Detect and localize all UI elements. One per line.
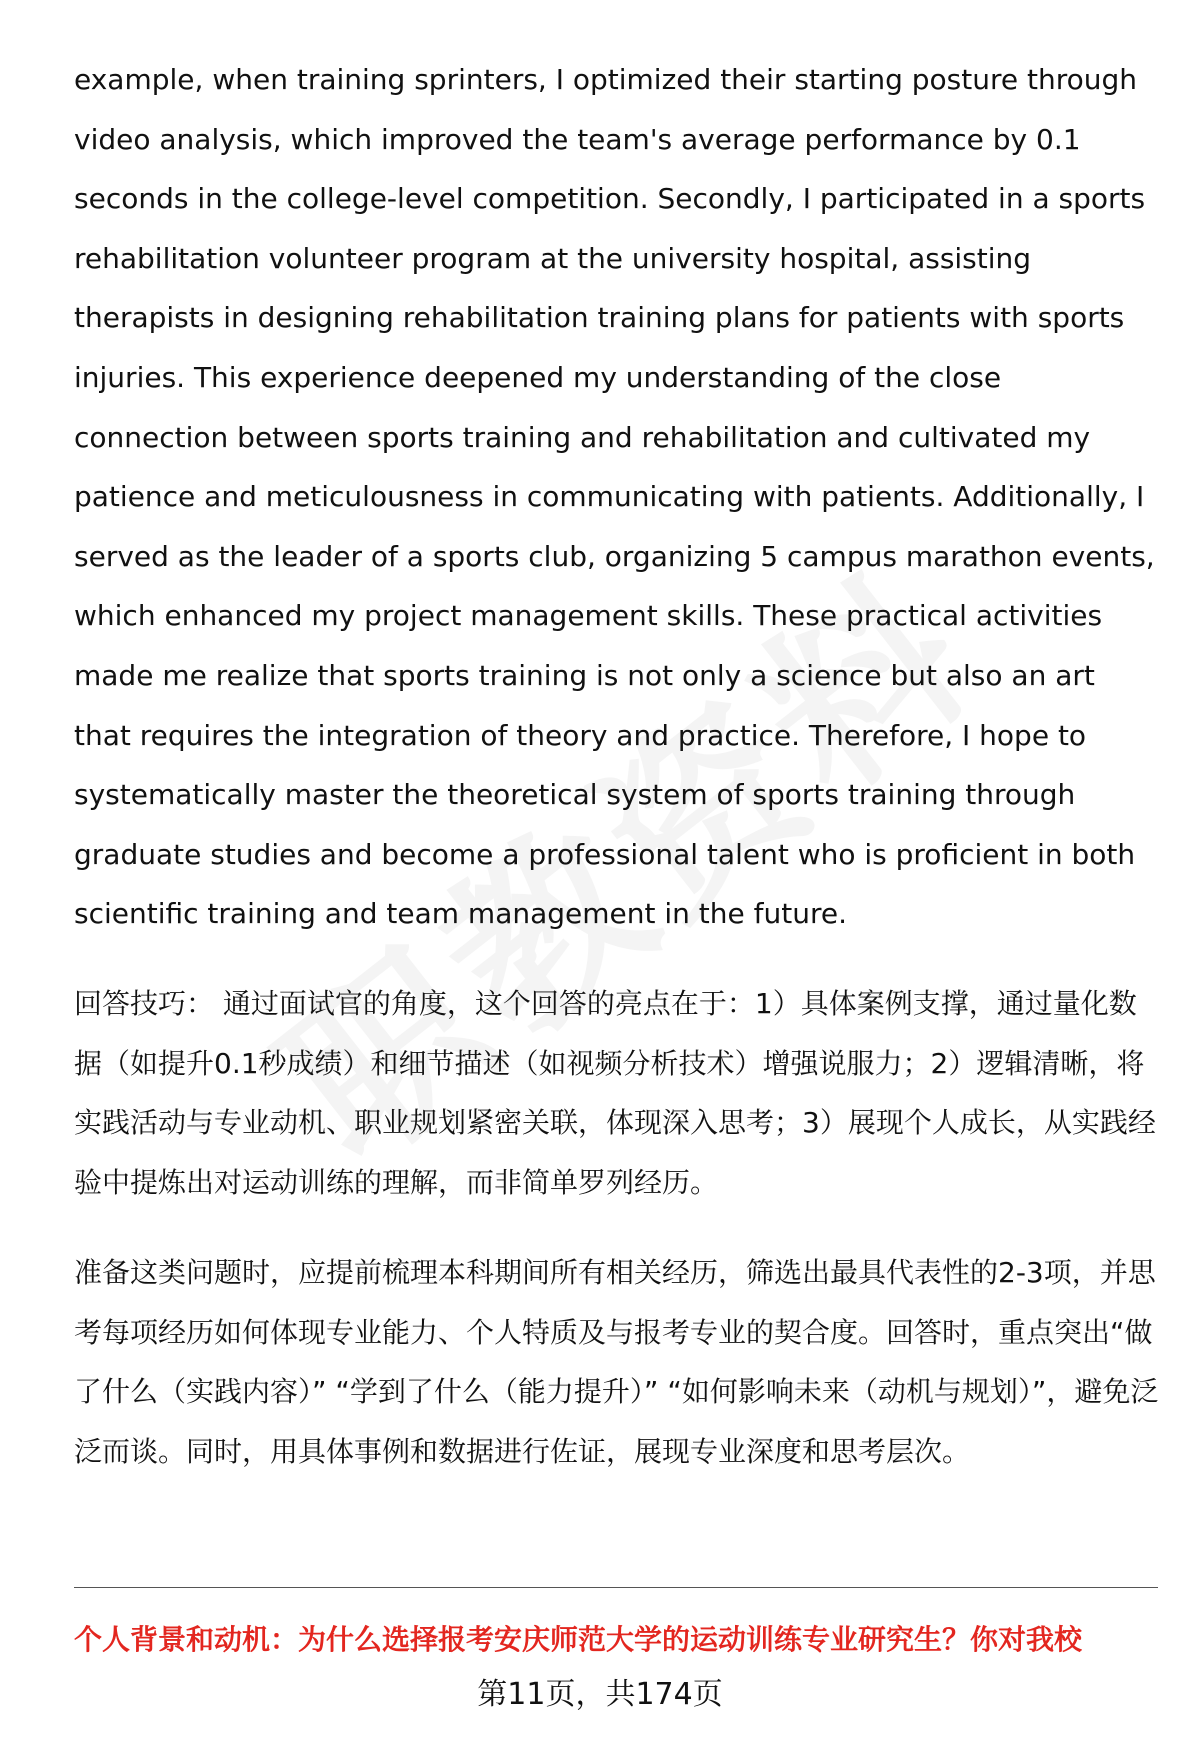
next-question-heading: 个人背景和动机：为什么选择报考安庆师范大学的运动训练专业研究生？你对我校: [74, 1623, 1083, 1656]
page-number-footer: 第11页，共174页: [477, 1677, 723, 1712]
preparation-advice-paragraph: 准备这类问题时，应提前梳理本科期间所有相关经历，筛选出最具代表性的2-3项，并思考每项经历如何体现专业能力、个人特质及与报考专业的契合度。回答时，重点突出“做了什么（实践内容）” “学到了什么（能力提升）” “如何影响未来（动机与规划）”，避免泛泛而谈。同时，用具体事例和数据进行佐证，展现专业深度和思考层次。: [74, 1256, 1159, 1468]
section-divider: [74, 1587, 1158, 1588]
answer-tips-paragraph: 回答技巧： 通过面试官的角度，这个回答的亮点在于：1）具体案例支撑，通过量化数据（如提升0.1秒成绩）和细节描述（如视频分析技术）增强说服力；2）逻辑清晰，将实践活动与专业动机、职业规划紧密关联，体现深入思考；3）展现个人成长，从实践经验中提炼出对运动训练的理解，而非简单罗列经历。: [74, 987, 1156, 1199]
english-answer-paragraph: example, when training sprinters, I optimized their starting posture through video analysis, which improved the team's average performance by 0.1 seconds in the college-level competition. Secondly, I participated in a sports rehabilitation volunteer program at the university hospital, assisting therapists in designing rehabilitation training plans for patients with sports injuries. This experience deepened my understanding of the close connection between sports training and rehabilitation and cultivated my patience and meticulousness in communicating with patients. Additionally, I served as the leader of a sports club, organizing 5 campus marathon events, which enhanced my project management skills. These practical activities made me realize that sports training is not only a science but also an art that requires the integration of theory and practice. Therefore, I hope to systematically master the theoretical system of sports training through graduate studies and become a professional talent who is proficient in both scientific training and team management in the future.: [74, 63, 1155, 931]
